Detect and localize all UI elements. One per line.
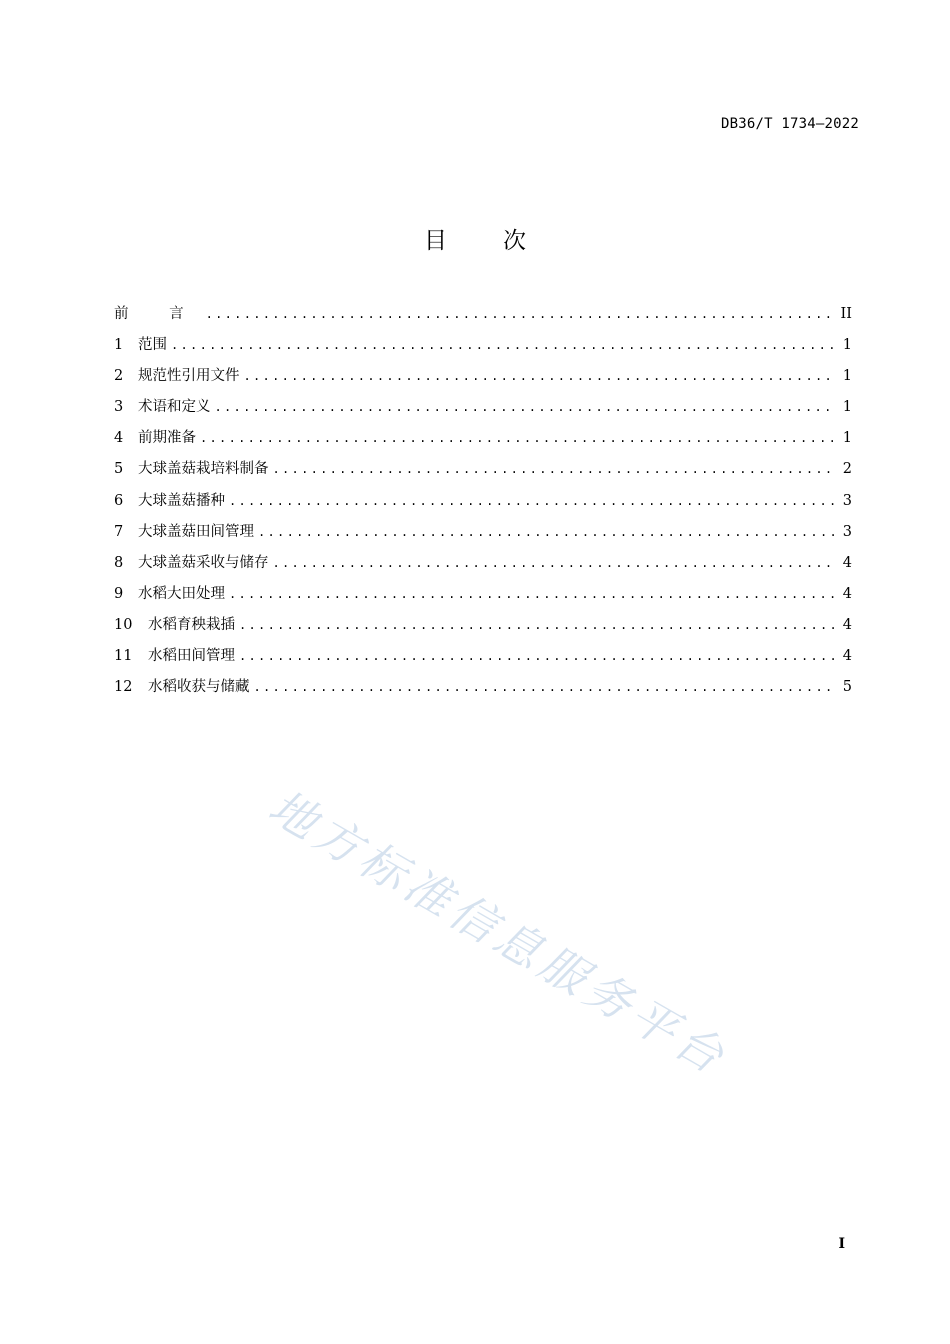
page-title-char-1: 目 [424, 228, 447, 254]
toc-entry-11[interactable] [114, 644, 852, 675]
page-number: I [838, 1236, 845, 1252]
toc-entry-number: 11 [114, 648, 133, 665]
toc-entry-label: 前期准备 [138, 430, 196, 447]
toc-leader-dots [215, 395, 835, 419]
watermark: 地方标准信息服务平台 [259, 779, 738, 1086]
toc-entry-number: 7 [114, 523, 124, 540]
toc-entry-page: 4 [842, 554, 852, 571]
toc-entry-page: 1 [842, 337, 852, 354]
toc-entry-page: 4 [842, 585, 852, 602]
toc-entry-9[interactable] [114, 582, 852, 613]
toc-entry-label: 大球盖菇播种 [138, 492, 225, 509]
toc-entry-number: 10 [114, 616, 133, 633]
toc-entry-number: 3 [114, 399, 124, 416]
toc-leader-dots [229, 489, 834, 513]
toc-entry-label: 水稻收获与储藏 [148, 679, 250, 696]
toc-entry-foreword[interactable] [114, 302, 852, 333]
toc-entry-6[interactable] [114, 489, 852, 520]
standard-code: DB36/T 1734—2022 [720, 116, 859, 132]
toc-entry-label: 范围 [138, 337, 167, 354]
toc-entry-number: 5 [114, 461, 124, 478]
toc-entry-page: 1 [842, 368, 852, 385]
toc-entry-label: 前 言 [114, 306, 202, 322]
toc-entry-number: 2 [114, 368, 124, 385]
toc-entry-4[interactable] [114, 426, 852, 457]
toc-entry-3[interactable] [114, 395, 852, 426]
toc-leader-dots [171, 333, 834, 357]
table-of-contents [114, 302, 852, 706]
toc-entry-page: 5 [842, 679, 852, 696]
toc-entry-number: 8 [114, 554, 124, 571]
page-title [0, 226, 950, 256]
toc-leader-dots [258, 520, 834, 544]
toc-leader-dots [206, 302, 834, 326]
toc-leader-dots [273, 551, 835, 575]
toc-entry-page: 4 [842, 648, 852, 665]
toc-entry-page: 3 [842, 523, 852, 540]
toc-entry-10[interactable] [114, 613, 852, 644]
toc-entry-number: 4 [114, 430, 124, 447]
toc-entry-8[interactable] [114, 551, 852, 582]
toc-entry-page: 4 [842, 616, 852, 633]
toc-entry-7[interactable] [114, 520, 852, 551]
toc-entry-number: 9 [114, 585, 124, 602]
toc-entry-label: 水稻育秧栽插 [148, 616, 235, 633]
toc-entry-5[interactable] [114, 457, 852, 488]
toc-entry-label: 术语和定义 [138, 399, 211, 416]
toc-entry-12[interactable] [114, 675, 852, 706]
toc-entry-number: 1 [114, 337, 124, 354]
toc-entry-page: 2 [842, 461, 852, 478]
toc-entry-label: 水稻田间管理 [148, 648, 235, 665]
page-title-char-2: 次 [503, 228, 526, 254]
toc-leader-dots [273, 457, 835, 481]
toc-leader-dots [254, 675, 835, 699]
toc-entry-label: 水稻大田处理 [138, 585, 225, 602]
toc-entry-2[interactable] [114, 364, 852, 395]
toc-entry-page: 1 [842, 399, 852, 416]
toc-leader-dots [244, 364, 835, 388]
toc-leader-dots [239, 613, 834, 637]
toc-entry-number: 6 [114, 492, 124, 509]
toc-leader-dots [239, 644, 834, 668]
toc-entry-page: 3 [842, 492, 852, 509]
toc-entry-label: 大球盖菇田间管理 [138, 523, 254, 540]
toc-entry-page: II [840, 306, 852, 322]
toc-entry-label: 大球盖菇栽培料制备 [138, 461, 269, 478]
toc-entry-label: 大球盖菇采收与储存 [138, 554, 269, 571]
toc-leader-dots [229, 582, 834, 606]
toc-entry-1[interactable] [114, 333, 852, 364]
toc-entry-number: 12 [114, 679, 133, 696]
toc-entry-page: 1 [842, 430, 852, 447]
toc-leader-dots [200, 426, 834, 450]
toc-entry-label: 规范性引用文件 [138, 368, 240, 385]
